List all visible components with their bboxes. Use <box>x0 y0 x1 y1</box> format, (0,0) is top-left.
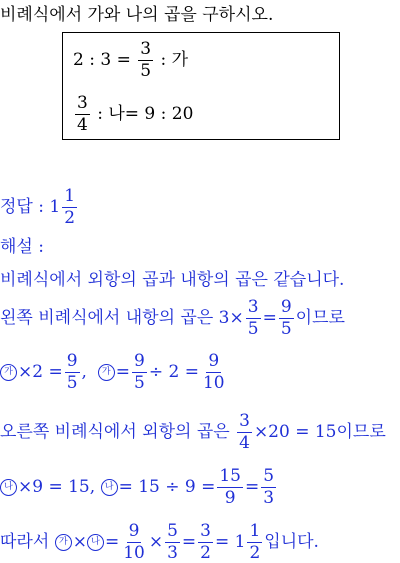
fraction: $\frac{15}{9}$ <box>219 466 241 508</box>
explanation-line-5: 나 ×9 = 15, 나 = 15 ÷ 9 = $\frac{15}{9}$ = $\frac{5}{3}$ <box>0 468 278 507</box>
answer-whole: 1 <box>49 197 61 217</box>
circled-na-icon: 나 <box>0 479 17 496</box>
explanation-line-6: 따라서 가 × 나 = $\frac{9}{10}$ × $\frac{5}{3}$ = $\frac{3}{2}$ = 1 $\frac{1}{2}$ 입니다. <box>0 521 319 563</box>
fraction: $\frac{3}{5}$ <box>140 39 152 81</box>
circled-ga-icon: 가 <box>0 364 17 381</box>
circled-ga-icon: 가 <box>55 534 72 551</box>
explanation-line-1: 비례식에서 외항의 곱과 내항의 곱은 같습니다. <box>0 270 345 290</box>
problem-box <box>62 32 340 140</box>
fraction: $\frac{9}{10}$ <box>123 521 145 563</box>
circled-ga-icon: 가 <box>98 364 115 381</box>
explanation-line-3: 가 ×2 = $\frac{9}{5}$ , 가 = $\frac{9}{5}$ ÷ 2 = $\frac{9}{10}$ <box>0 353 229 392</box>
fraction: $\frac{5}{3}$ <box>167 521 178 563</box>
fraction: $\frac{9}{5}$ <box>134 351 145 393</box>
fraction: $\frac{3}{4}$ <box>77 93 88 135</box>
explanation-label: 해설 : <box>0 237 44 257</box>
question-text: 비례식에서 가와 나의 곱을 구하시오. <box>0 5 274 25</box>
answer-label: 정답 : <box>0 197 44 217</box>
circled-na-icon: 나 <box>87 534 104 551</box>
fraction: $\frac{1}{2}$ <box>249 521 261 563</box>
fraction: $\frac{3}{4}$ <box>239 411 250 453</box>
answer-line <box>0 188 79 227</box>
fraction: $\frac{1}{2}$ <box>64 186 76 228</box>
fraction: $\frac{3}{5}$ <box>247 297 259 339</box>
box-line-1-right: : 가 <box>160 50 189 70</box>
fraction: $\frac{5}{3}$ <box>263 466 275 508</box>
circled-na-icon: 나 <box>101 479 118 496</box>
explanation-line-4: 오른쪽 비례식에서 외항의 곱은 $\frac{3}{4}$ ×20 = 15이므로 <box>0 411 386 453</box>
box-line-1 <box>73 41 188 80</box>
fraction: $\frac{9}{10}$ <box>202 351 225 393</box>
box-line-2 <box>73 95 193 134</box>
box-line-2-right: : 나= 9 : 20 <box>97 104 194 124</box>
fraction: $\frac{3}{2}$ <box>200 521 211 563</box>
fraction: $\frac{9}{5}$ <box>66 351 78 393</box>
explanation-line-2: 왼쪽 비례식에서 내항의 곱은 3× $\frac{3}{5}$ = $\frac{9}{5}$ 이므로 <box>0 297 345 339</box>
box-line-1-left: 2 : 3 = <box>73 50 131 70</box>
fraction: $\frac{9}{5}$ <box>280 297 292 339</box>
